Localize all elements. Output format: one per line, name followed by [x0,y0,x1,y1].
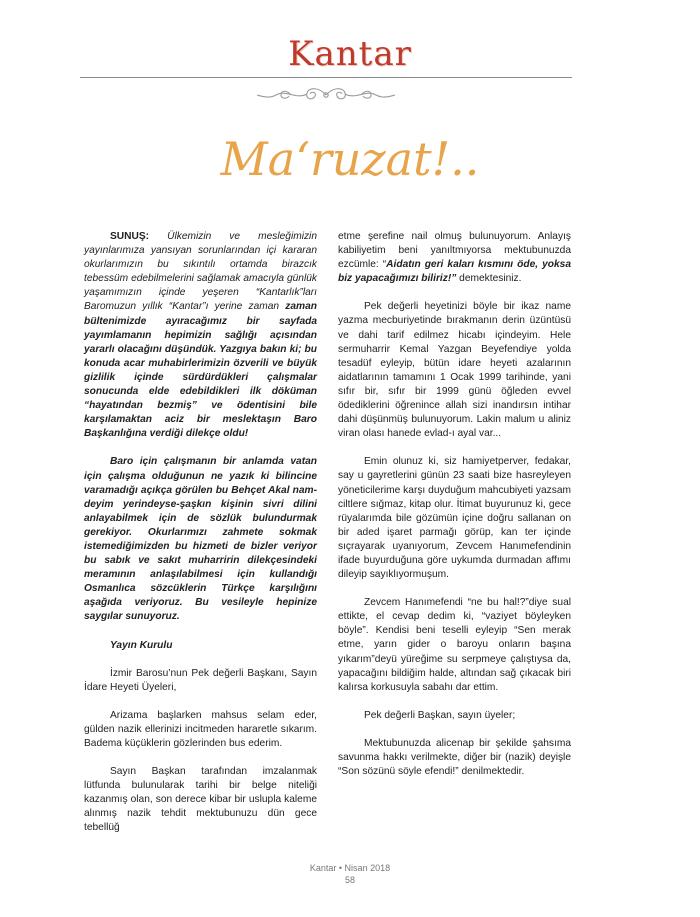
page-footer [0,862,700,886]
letter-paragraph-continued [338,230,571,286]
editorial-signature: Yayın Kurulu [110,639,173,651]
intro-bold-text: zaman bültenimizde ayıracağımız bir sayfada yayımlamanın hepimizin sağlığı açısından yararlı olacağını düşündük. Yazgıya bakın ki; bu konuda acar muhabirlerimizin özverili ve büyük gizlilik içinde sürdürdükleri çalışmalar sonucunda elde edebildikleri ilk döküman “hayatından bezmiş” ve ödentisini bile karşılamaktan aciz bir meslektaşın Baro Başkanlığına verdiği dilekçe oldu! [84,301,317,440]
header-rule [80,77,572,78]
right-column [338,230,571,793]
intro-paragraph [84,230,317,441]
article-title: Ma‘ruzat!.. [220,132,480,186]
left-column [84,230,317,850]
masthead-logo: Kantar [288,34,412,74]
letter-paragraph-6: Pek değerli Başkan, sayın üyeler; [364,709,516,721]
letter-paragraph-1: Arizama başlarken mahsus selam eder, gülden nazik ellerinizi incitmeden hararetle sıkarım. Badema küçüklerin gözlerinden bus ederim. [84,709,317,749]
intro-italic-text: Ülkemizin ve mesleğimizin yayınlarımıza yansıyan sorunlarından içi kararan okurlarımızın bu sıkıntılı ortamda birazcık tebessüm edebilmelerini sağlamak amacıyla günlük yaşamımızın içinde yeşeren “Kantarlık”ları Baromuzun yıllık “Kantar”ı yerine zaman [84,231,317,313]
editorial-paragraph: Baro için çalışmanın bir anlamda vatan için çalışma olduğunun ne yazık ki bilincine varamadığı açıkça görülen bu Behçet Akal nam-deyim yerindeyse-şaşkın kişinin sivri dilini anlayabilmek için de sözlük bulundurmak gerekiyor. Okurlarımızı zahmete sokmak istemediğimizden bu hizmeti de bizler veriyor bu sabık ve sakıt muharririn dilekçesindeki meramının anlaşılabilmesi için kullandığı Osmanlıca sözcüklerin Türkçe karşılığını aşağıda veriyoruz. Bu vesileyle hepinize saygılar sunuyoruz. [84,456,317,623]
ornament-flourish-icon [251,84,401,106]
quoted-demand: Aidatın geri kaları kısmını öde, yoksa biz yapacağımızı biliriz!” [338,259,571,285]
letter-salutation: İzmir Barosu’nun Pek değerli Başkanı, Sayın İdare Heyeti Üyeleri, [84,667,317,693]
letter-paragraph-3: Pek değerli heyetinizi böyle bir ikaz name yazma mecburiyetinde bırakmanın derin üzüntüsü ve dahi tarif edilmez hicabı içindeyim. Hele sermuharrir Kemal Yazgan Beyefendiye yolda tesadüf eyleyip, bütün idare heyeti azalarının aidatlarının tamamını 1 Ocak 1999 tarihinde, yani sıfır bir, sıfır bir 1999 günü öğleden evvel ödediklerini öğrenince allah sizi inandırsın intihar dahi düşünmüş bulunuyorum. Lakin malum u aliniz viran olası hanede evlad-ı ayal var... [338,301,571,440]
continued-text: etme şerefine nail olmuş bulunuyorum. Anlayış kabiliyetim beni yanıltmıyorsa mektubunuzda ezcümle: “ [338,231,571,271]
letter-paragraph-2: Sayın Başkan tarafından imzalanmak lütfunda bulunularak tarihi bir belge niteliği kazanmış olan, son derece kibar bir uslupla kaleme alınmış nazik tehdit mektubunuzu dün gece tebellüğ [84,766,317,834]
letter-paragraph-4: Emin olunuz ki, siz hamiyetperver, fedakar, say u gayretlerini günün 23 saati bize hasreyleyen yöneticilerime karşı duyduğum mahcubiyeti yazsam ciltlere sığmaz, kitap olur. İtimat buyurunuz ki, gece rüyalarımda bile gözümün içine doğru sallanan on bir aded işaret parmağı görüp, kan ter içinde sıçrayarak uyanıyorum, Zevcem Hanımefendinin ifade buyurduğuna göre uykumda durmadan affımı dileyip sayıklıyormuşum. [338,456,571,581]
letter-paragraph-5: Zevcem Hanımefendi “ne bu hal!?”diye sual ettikte, el cevap dedim ki, “vaziyet böyleyken böyle”. Kendisi beni teselli eyleyip “Sen merak etme, yarın gider o baroyu onların başına yıkarım”deyü yüreğime su serpmeye çalıştıysa da, yapacağını bildiğim halde, altından sağ çıkacak biri kalırsa korkusuyla sabahı dar ettim. [338,597,571,693]
letter-paragraph-7: Mektubunuzda alicenap bir şekilde şahsıma savunma hakkı verilmekte, diğer bir (nazik) deyişle “Son sözünü söyle efendi!” denilmektedir. [338,737,571,778]
continued-tail: demektesiniz. [456,273,522,285]
page-number: 58 [344,875,355,885]
intro-label: SUNUŞ: [110,231,150,242]
footer-publication: Kantar • Nisan 2018 [309,863,391,873]
